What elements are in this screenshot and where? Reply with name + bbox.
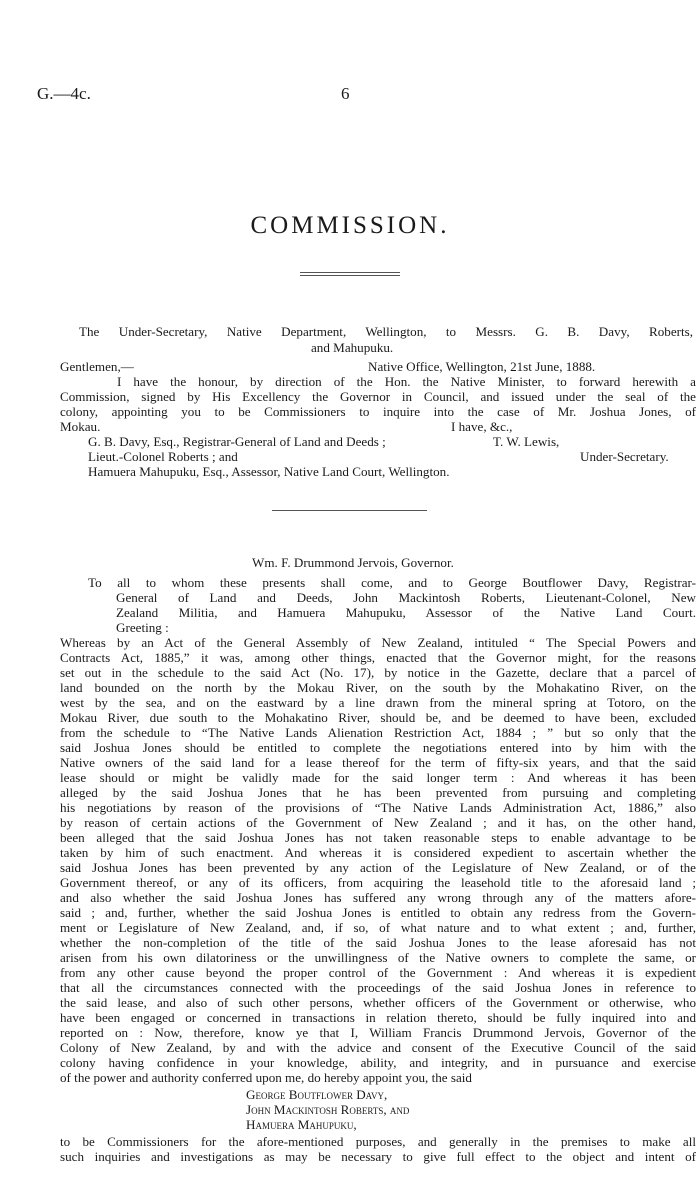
commission-body-line: Native owners of the said land for a lease thereof for the term of fifty-six years, and that the said: [60, 755, 696, 770]
greeting-line: Zealand Militia, and Hamuera Mahupuku, Assessor of the Native Land Court.: [116, 605, 696, 620]
title-rule-top: [300, 272, 400, 273]
commission-body-line: his negotiations by reason of the provisions of “The Native Lands Administration Act, 1886,” also: [60, 800, 696, 815]
letter-body-line: Mokau.: [60, 419, 101, 434]
commission-body-line: and also whether the said Joshua Jones has suffered any wrong through any of the matters afore-: [60, 890, 696, 905]
letter-body-line: colony, appointing you to be Commissioners to inquire into the case of Mr. Joshua Jones, of: [60, 404, 696, 419]
commission-body: [60, 635, 696, 1085]
section-divider: [272, 510, 427, 511]
letter-address-line-1: The Under-Secretary, Native Department, Wellington, to Messrs. G. B. Davy, Roberts,: [79, 324, 693, 339]
commission-body-line: reported on : Now, therefore, know ye that I, William Francis Drummond Jervois, Governor of the: [60, 1025, 696, 1040]
letter-recipient: Lieut.-Colonel Roberts ; and: [88, 449, 238, 464]
letter-closing: I have, &c.,: [451, 419, 513, 434]
commission-body-line: from the schedule to “The Native Lands Alienation Restriction Act, 1884 ; ” but so only that the: [60, 725, 696, 740]
letter-signer-name: T. W. Lewis,: [493, 434, 560, 449]
closing-line: such inquiries and investigations as may be necessary to give full effect to the object and intent of: [60, 1149, 696, 1164]
commission-body-line: the said lease, and also of such other persons, whether officers of the Government or otherwise, who: [60, 995, 696, 1010]
commission-body-line: been alleged that the said Joshua Jones has not taken reasonable steps to enable advantage to be: [60, 830, 696, 845]
commission-body-line: Whereas by an Act of the General Assembly of New Zealand, intituled “ The Special Powers and: [60, 635, 696, 650]
commission-body-line: of the power and authority conferred upon me, do hereby appoint you, the said: [60, 1070, 472, 1085]
commission-body-line: lease should or might be validly made for the said longer term : And whereas it has been: [60, 770, 696, 785]
page-number: 6: [341, 84, 350, 103]
commission-body-line: arisen from his own dilatoriness or the unwillingness of the Native owners to complete the same, or: [60, 950, 696, 965]
commission-body-line: said Joshua Jones should be entitled to complete the negotiations entered into by him with the: [60, 740, 696, 755]
commission-body-line: by reason of certain actions of the Government of New Zealand ; and it has, on the other hand,: [60, 815, 696, 830]
closing-line: to be Commissioners for the afore-mentioned purposes, and generally in the premises to make all: [60, 1134, 696, 1149]
greeting-line: Greeting :: [116, 620, 169, 635]
page-title: COMMISSION.: [250, 212, 450, 239]
letter-body-line: Commission, signed by His Excellency the Governor in Council, and issued under the seal of the: [60, 389, 696, 404]
greeting-line: To all to whom these presents shall come, and to George Boutflower Davy, Registrar-: [88, 575, 696, 590]
commission-body-line: from any other cause beyond the proper control of the Government : And whereas it is expedient: [60, 965, 696, 980]
commission-body-line: Colony of New Zealand, by and with the advice and consent of the Executive Council of the said: [60, 1040, 696, 1055]
commission-body-line: set out in the schedule to the said Act (No. 17), by notice in the Gazette, declare that a parcel of: [60, 665, 696, 680]
greeting-line: General of Land and Deeds, John Mackintosh Roberts, Lieutenant-Colonel, New: [116, 590, 696, 605]
commission-body-line: land bounded on the north by the Mokau River, on the south by the Mohakatino River, on the: [60, 680, 696, 695]
commission-body-line: Government thereof, or any of its officers, from acquiring the leasehold title to the aforesaid land ;: [60, 875, 696, 890]
letter-place-date: Native Office, Wellington, 21st June, 1888.: [368, 359, 596, 374]
letter-body: [60, 374, 696, 434]
letter-salutation: Gentlemen,—: [60, 359, 134, 374]
commission-body-line: that all the circumstances connected with the proceedings of the said Joshua Jones in reference to: [60, 980, 696, 995]
document-reference: G.—4c.: [37, 84, 91, 103]
commission-body-line: west by the sea, and on the eastward by a line drawn from the mineral spring at Totoro, on the: [60, 695, 696, 710]
commission-body-line: ment or Legislature of New Zealand, and, if so, of what nature and to what extent ; and, further,: [60, 920, 696, 935]
letter-body-line: I have the honour, by direction of the Hon. the Native Minister, to forward herewith a: [117, 374, 696, 389]
governor-signature: Wm. F. Drummond Jervois, Governor.: [252, 555, 454, 570]
commission-body-line: Contracts Act, 1885,” it was, among other things, enacted that the Governor might, for the reasons: [60, 650, 696, 665]
commission-body-line: said ; and, further, whether the said Joshua Jones is entitled to obtain any redress from the Govern-: [60, 905, 696, 920]
title-rule-bottom: [300, 275, 400, 276]
commission-appointees: [246, 1087, 409, 1132]
commission-greeting: [88, 575, 696, 635]
appointee-name: George Boutflower Davy,: [246, 1087, 388, 1102]
commission-body-line: alleged by the said Joshua Jones that he has been prevented from pursuing and completing: [60, 785, 696, 800]
appointee-name: Hamuera Mahupuku,: [246, 1117, 357, 1132]
letter-signer-title: Under-Secretary.: [580, 449, 669, 464]
letter-recipient: Hamuera Mahupuku, Esq., Assessor, Native Land Court, Wellington.: [88, 464, 450, 479]
commission-closing: [60, 1134, 696, 1164]
appointee-name: John Mackintosh Roberts, and: [246, 1102, 410, 1117]
commission-body-line: taken by him of such enactment. And whereas it is considered expedient to ascertain whether the: [60, 845, 696, 860]
commission-body-line: whether the non-completion of the title of the said Joshua Jones to the lease aforesaid has not: [60, 935, 696, 950]
letter-address-line-2: and Mahupuku.: [311, 340, 394, 355]
letter-recipient: G. B. Davy, Esq., Registrar-General of Land and Deeds ;: [88, 434, 386, 449]
commission-body-line: said Joshua Jones has been prevented by any action of the Legislature of New Zealand, or of the: [60, 860, 696, 875]
commission-body-line: Mokau River, due south to the Mohakatino River, should be, and be deemed to have been, excluded: [60, 710, 696, 725]
commission-body-line: colony having confidence in your knowledge, ability, and integrity, and in pursuance and exercise: [60, 1055, 696, 1070]
commission-body-line: have been engaged or concerned in transactions in relation thereto, should be fully inquired into and: [60, 1010, 696, 1025]
